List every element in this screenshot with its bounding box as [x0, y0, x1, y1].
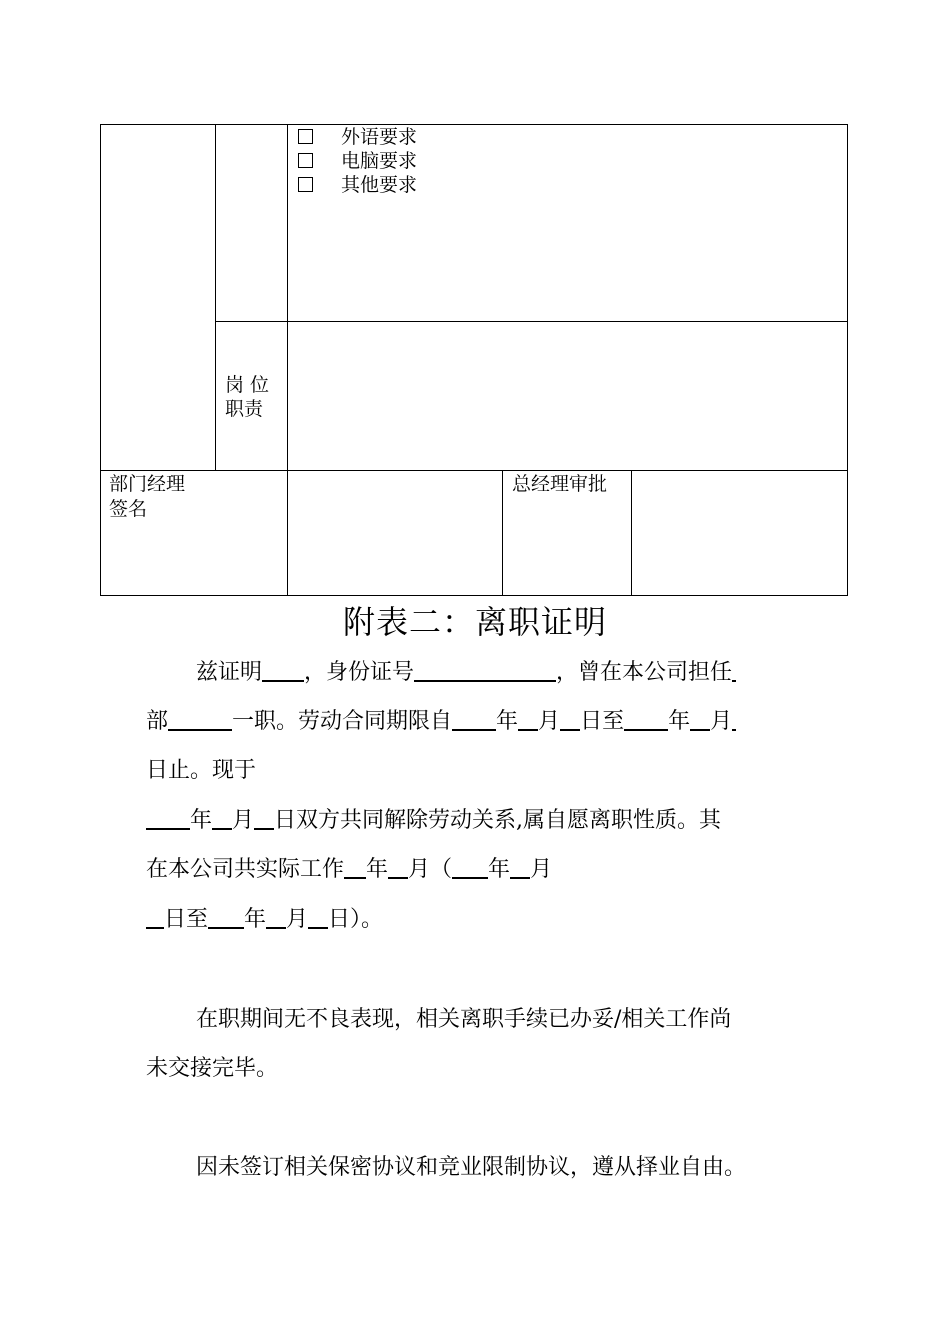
- table-row-divider: [215, 321, 848, 322]
- requirement-item: [298, 125, 417, 149]
- dept-manager-label-line2: 签名: [109, 498, 148, 520]
- cert-line-2: [146, 709, 736, 734]
- cert-text: 月: [710, 709, 733, 734]
- day-blank[interactable]: [308, 907, 328, 929]
- year-blank[interactable]: [452, 709, 496, 731]
- table-row-divider: [100, 470, 848, 471]
- gm-approval-label: 总经理审批: [512, 473, 608, 495]
- years-worked-blank[interactable]: [344, 857, 366, 879]
- cert-text: 日双方共同解除劳动关系,属自愿离职性质。其: [274, 808, 722, 833]
- table-border-left: [100, 124, 101, 596]
- dept-manager-label-line1: 部门经理: [109, 473, 186, 495]
- table-column-divider: [287, 124, 288, 596]
- table-border-right: [847, 124, 848, 596]
- cert-paragraph-2-line-1: 在职期间无不良表现，相关离职手续已办妥/相关工作尚: [196, 1007, 732, 1032]
- department-blank[interactable]: [168, 709, 232, 731]
- cert-paragraph-3: 因未签订相关保密协议和竞业限制协议，遵从择业自由。: [196, 1155, 747, 1180]
- requirement-label: 外语要求: [341, 126, 418, 148]
- month-blank[interactable]: [518, 709, 538, 731]
- cert-line-5: [146, 857, 552, 882]
- cert-text: 年: [668, 709, 691, 734]
- duties-label-line2: 职责: [225, 398, 264, 420]
- day-blank[interactable]: [254, 808, 274, 830]
- year-blank[interactable]: [146, 808, 190, 830]
- cert-text: 在本公司共实际工作: [146, 857, 345, 882]
- checkbox-icon[interactable]: [298, 129, 313, 144]
- cert-line-3: 日止。现于: [146, 758, 257, 783]
- cert-text: 年: [496, 709, 519, 734]
- cert-text: 部: [146, 709, 169, 734]
- cert-text: 月: [538, 709, 561, 734]
- table-border-top: [100, 124, 848, 125]
- month-blank[interactable]: [690, 709, 710, 731]
- cert-text: 年: [488, 857, 511, 882]
- table-column-divider: [215, 124, 216, 471]
- year-blank[interactable]: [208, 907, 244, 929]
- cert-text: 年: [366, 857, 389, 882]
- position-blank[interactable]: [732, 660, 736, 682]
- checkbox-icon[interactable]: [298, 153, 313, 168]
- cert-paragraph-2-line-2: 未交接完毕。: [146, 1056, 279, 1081]
- month-blank[interactable]: [212, 808, 232, 830]
- cert-text: 年: [190, 808, 213, 833]
- year-blank[interactable]: [624, 709, 668, 731]
- cert-line-6: [146, 907, 383, 932]
- cert-text: 年: [244, 907, 267, 932]
- cert-text: 月（: [408, 857, 453, 882]
- requirement-item: [298, 149, 417, 173]
- position-form-table: [100, 124, 848, 596]
- table-column-divider: [631, 470, 632, 596]
- day-blank[interactable]: [560, 709, 580, 731]
- table-border-bottom: [100, 595, 848, 596]
- requirement-label: 电脑要求: [341, 150, 418, 172]
- months-worked-blank[interactable]: [388, 857, 408, 879]
- cert-text: 月: [530, 857, 553, 882]
- cert-text: ，身份证号: [304, 660, 415, 685]
- page-title: 附表二：离职证明: [342, 603, 607, 641]
- cert-text: 一职。劳动合同期限自: [232, 709, 453, 734]
- requirement-label: 其他要求: [341, 174, 418, 196]
- duties-label-line1: 岗 位: [225, 374, 270, 396]
- name-blank[interactable]: [262, 660, 304, 682]
- cert-text: ，曾在本公司担任: [556, 660, 733, 685]
- cert-line-1: [196, 660, 736, 685]
- month-blank[interactable]: [510, 857, 530, 879]
- cert-text: 兹证明: [196, 660, 263, 685]
- cert-text: 月: [232, 808, 255, 833]
- day-blank[interactable]: [146, 907, 164, 929]
- checkbox-icon[interactable]: [298, 177, 313, 192]
- cert-text: 日至: [580, 709, 625, 734]
- year-blank[interactable]: [452, 857, 488, 879]
- cert-text: 月: [286, 907, 309, 932]
- day-blank[interactable]: [732, 709, 736, 731]
- cert-line-4: [146, 808, 721, 833]
- id-number-blank[interactable]: [414, 660, 556, 682]
- cert-text: 日至: [164, 907, 209, 932]
- requirement-item: [298, 173, 417, 197]
- cert-text: 日）。: [328, 907, 384, 932]
- table-column-divider: [502, 470, 503, 596]
- month-blank[interactable]: [266, 907, 286, 929]
